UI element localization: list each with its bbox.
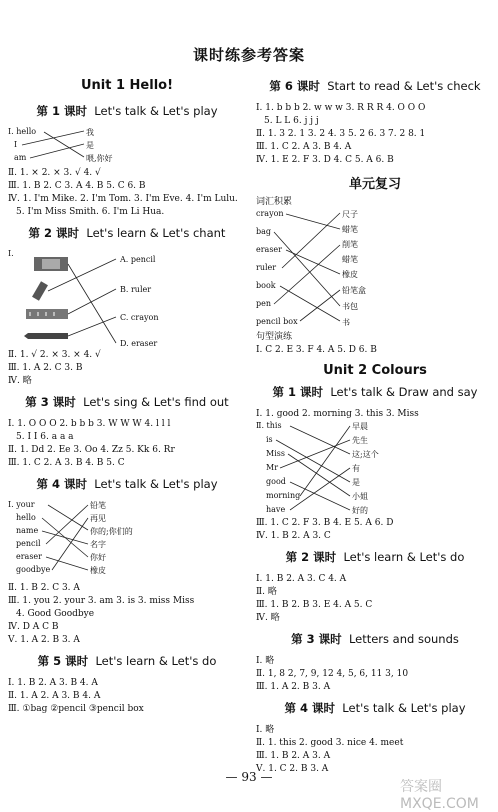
lesson-heading: 第 2 课时 Let's learn & Let's do (285, 550, 465, 564)
lesson-heading: 第 5 课时 Let's learn & Let's do (37, 654, 217, 668)
watermark: 答案圈 MXQE.COM (400, 779, 479, 812)
vocab-matching: crayon bag eraser ruler book pen pencil box 尺子 蜡笔 削笔 蜡笔 橡皮 铅笔盒 书包 书 (256, 209, 494, 327)
lesson-heading: 第 1 课时 Let's talk & Draw and say (272, 385, 478, 399)
ruler-picture (26, 309, 68, 319)
review-heading: 单元复习 (348, 177, 401, 192)
lesson-heading: 第 1 课时 Let's talk & Let's play (36, 104, 218, 118)
page-number: — 93 — (225, 770, 273, 784)
lesson-heading: 第 3 课时 Letters and sounds (291, 632, 459, 646)
picture-matching: Ⅰ. A. pencil B. ruler C. crayon D. eraser (8, 249, 246, 349)
left-column: Unit 1 Hello! 第 1 课时 Let's talk & Let's play Ⅰ. hello I am 我 是 喂,你好 Ⅱ. 1. × 2. × 3. √ 4. √ Ⅲ. 1. B 2. C 3. A 4. B 5. C 6. B Ⅳ. 1. I'm Mike. 2. I'm Tom. 3. I'm Eve. 4. I'm Lulu. 5. I'm Miss Smith. 6. I'm Li Hua. 第 2 课时 Let's learn & Let's chant Ⅰ. A. pencil B. ruler C. crayon D. eraser Ⅱ. 1. √ 2. × 3. × 4. √ Ⅲ. 1. A 2. C 3. B Ⅳ. 略 第 3 课时 Let's sing & Let's find out Ⅰ. 1. O O O 2. b b b 3. W W W 4. l l l 5. I I 6. a a a Ⅱ. 1. Dd 2. Ee 3. Oo 4. Zz 5. Kk 6. Rr Ⅲ. 1. C 2. A 3. B 4. B 5. C 第 4 课时 Let's talk & Let's play Ⅰ. your hello name pencil eraser goodbye 铅笔 再见 你的;你们的 名字 你好 橡皮 Ⅱ. 1. B 2. C 3. A Ⅲ. 1. you 2. your 3. am 3. is 3. miss Miss 4. Good Goodbye Ⅳ. D A C B Ⅴ. 1. A 2. B 3. A 第 5 课时 Let's learn & Let's do Ⅰ. 1. B 2. A 3. B 4. A Ⅱ. 1. A 2. A 3. B 4. A Ⅲ. ①bag ②pencil ③pencil box (8, 74, 246, 716)
match-lines (8, 127, 128, 167)
matching-exercise: Ⅱ. this is Miss Mr good morning have 早晨 先生 这;这个 有 是 小姐 好的 (256, 421, 494, 517)
page-title: 课时练参考答案 (192, 46, 305, 64)
unit2-heading: Unit 2 Colours (323, 363, 427, 378)
match-lines (256, 209, 386, 327)
matching-exercise: Ⅰ. your hello name pencil eraser goodbye 铅笔 再见 你的;你们的 名字 你好 橡皮 (8, 500, 246, 582)
pictures-and-lines (8, 249, 208, 349)
pencil-sharpener-picture (32, 281, 48, 301)
lesson-heading: 第 6 课时 Start to read & Let's check (269, 79, 481, 93)
unit1-heading: Unit 1 Hello! (80, 78, 174, 93)
right-column: 第 6 课时 Start to read & Let's check Ⅰ. 1. b b b 2. w w w 3. R R R 4. O O O 5. L L 6. j j j Ⅱ. 1. 3 2. 1 3. 2 4. 3 5. 2 6. 3 7. 2 8. 1 Ⅲ. 1. C 2. A 3. B 4. A Ⅳ. 1. E 2. F 3. D 4. C 5. A 6. B 单元复习 词汇积累 crayon bag eraser ruler book pen pencil box 尺子 蜡笔 削笔 蜡笔 橡皮 铅笔盒 书包 书 句型演练 Ⅰ. C 2. E 3. F 4. A 5. D 6. B Unit 2 Colours 第 1 课时 Let's talk & Draw and say Ⅰ. 1. good 2. morning 3. this 3. Miss Ⅱ. this is Miss Mr good morning have 早晨 先生 这;这个 有 是 小姐 好的 Ⅲ. 1. C 2. F 3. B 4. E 5. A 6. D Ⅳ. 1. B 2. A 3. C 第 2 课时 Let's learn & Let's do Ⅰ. 1. B 2. A 3. C 4. A Ⅱ. 略 Ⅲ. 1. B 2. B 3. E 4. A 5. C Ⅳ. 略 第 3 课时 Letters and sounds Ⅰ. 略 Ⅱ. 1, 8 2, 7, 9, 12 4, 5, 6, 11 3, 10 Ⅲ. 1. A 2. B 3. A 第 4 课时 Let's talk & Let's play Ⅰ. 略 Ⅱ. 1. this 2. good 3. nice 4. meet Ⅲ. 1. B 2. A 3. A Ⅴ. 1. C 2. B 3. A (256, 74, 494, 776)
lesson-heading: 第 4 课时 Let's talk & Let's play (284, 701, 466, 715)
pencil-picture (28, 333, 68, 339)
lesson-heading: 第 3 课时 Let's sing & Let's find out (25, 395, 229, 409)
lesson-heading: 第 2 课时 Let's learn & Let's chant (28, 226, 226, 240)
lesson-heading: 第 4 课时 Let's talk & Let's play (36, 477, 218, 491)
matching-exercise: Ⅰ. hello I am 我 是 喂,你好 (8, 127, 246, 167)
match-lines (8, 500, 128, 582)
match-lines (256, 421, 396, 517)
